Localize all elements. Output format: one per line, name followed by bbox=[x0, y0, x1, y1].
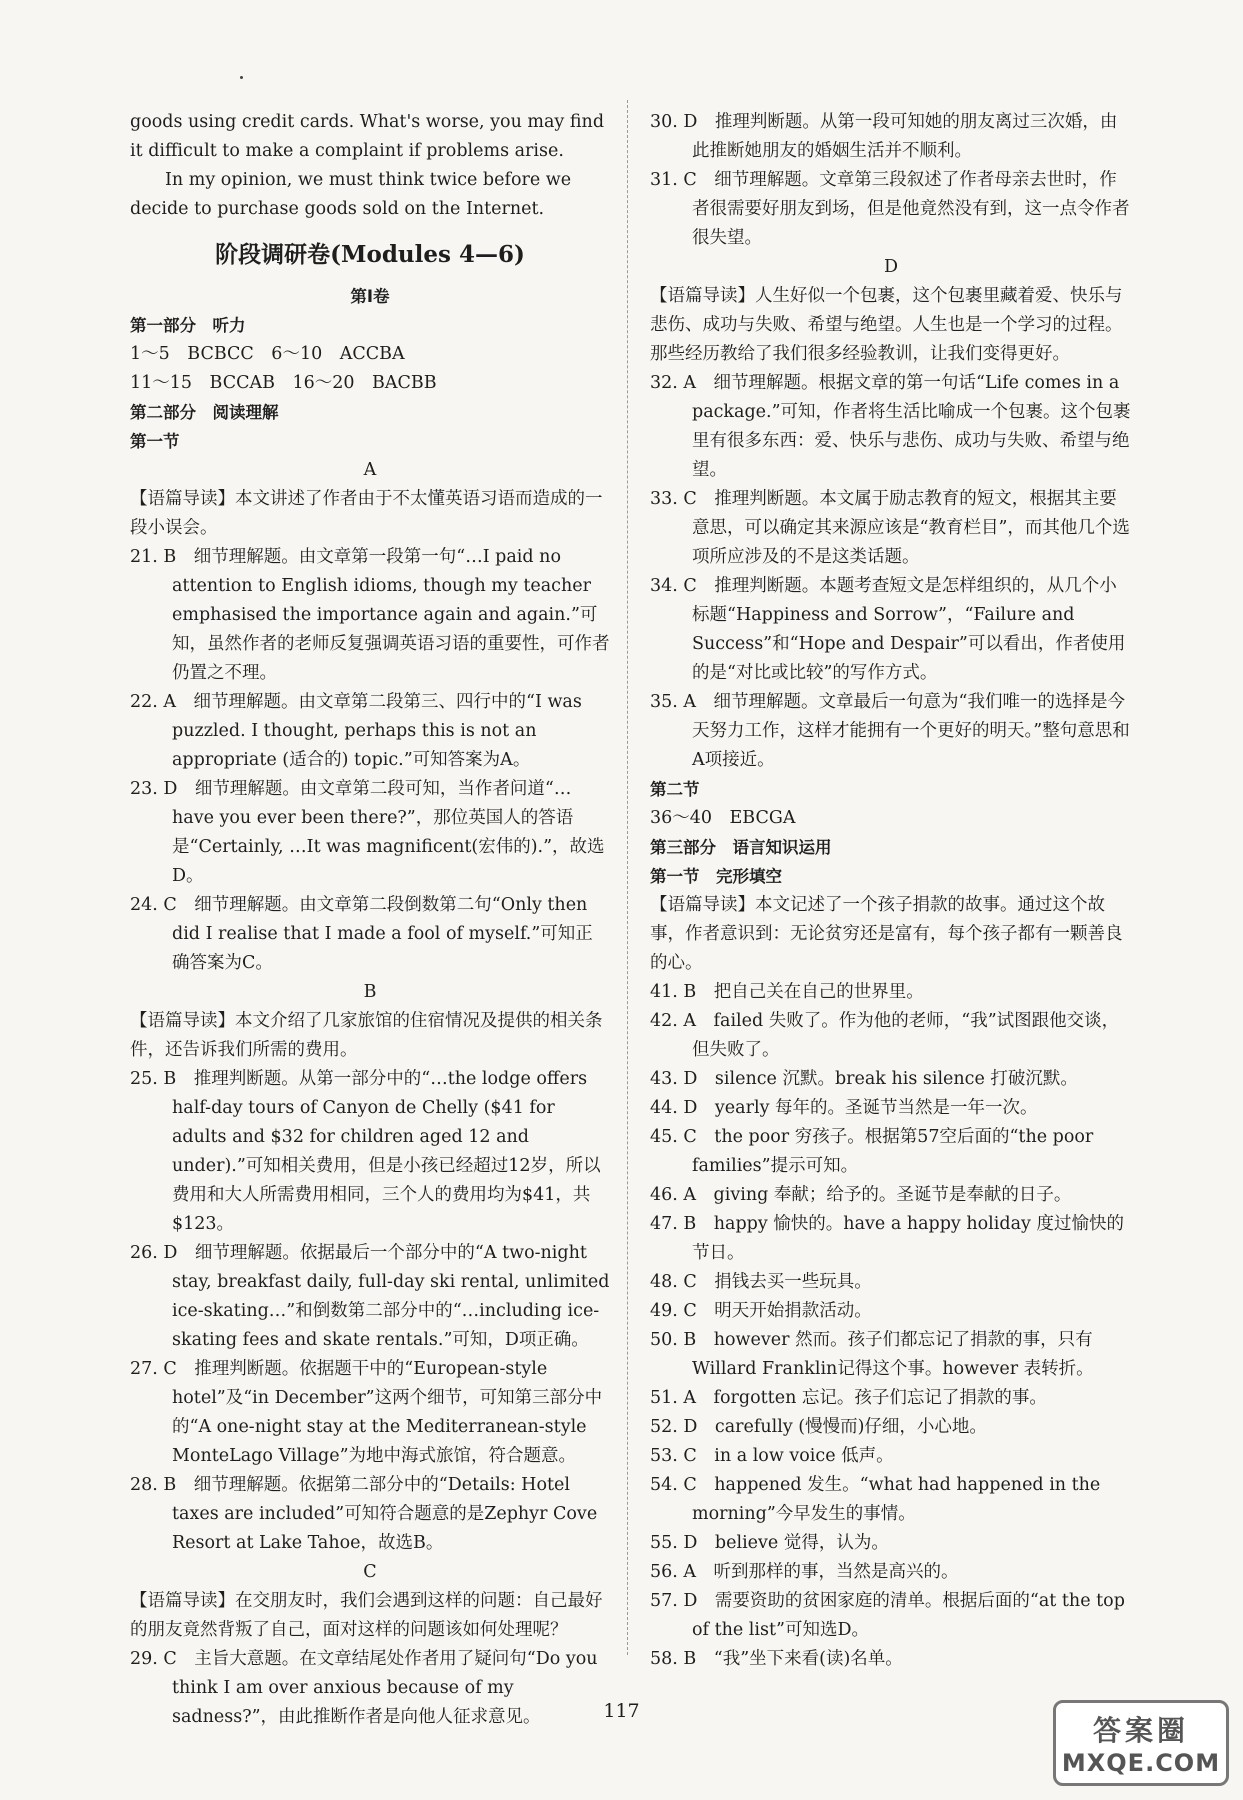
passage-guide: 【语篇导读】人生好似一个包裹，这个包裹里藏着爱、快乐与悲伤、成功与失败、希望与绝望。人生也是一个学习的过程。那些经历教给了我们很多经验教训，让我们变得更好。 bbox=[650, 286, 1123, 364]
answer-item: 56. A 听到那样的事，当然是高兴的。 bbox=[650, 1562, 959, 1582]
answer-item: 28. B 细节理解题。依据第二部分中的“Details: Hotel taxes are included”可知符合题意的是Zephyr Cove Resort at Lake Tahoe，故选B。 bbox=[130, 1475, 598, 1553]
answer-item: 47. B happy 愉快的。have a happy holiday 度过愉快的节日。 bbox=[650, 1214, 1124, 1263]
answer-item: 30. D 推理判断题。从第一段可知她的朋友离过三次婚，由此推断她朋友的婚姻生活并不顺利。 bbox=[650, 112, 1118, 161]
part-heading: 第一部分 听力 bbox=[130, 316, 246, 335]
answer-line: 36～40 EBCGA bbox=[650, 808, 796, 828]
answer-item: 43. D silence 沉默。break his silence 打破沉默。 bbox=[650, 1069, 1078, 1089]
scan-dot bbox=[240, 76, 243, 79]
answer-item: 42. A failed 失败了。作为他的老师，“我”试图跟他交谈，但失败了。 bbox=[650, 1011, 1120, 1060]
passage-label: A bbox=[363, 460, 377, 480]
passage-label: D bbox=[883, 257, 899, 277]
answer-item: 31. C 细节理解题。文章第三段叙述了作者母亲去世时，作者很需要好朋友到场，但是他竟然没有到，这一点令作者很失望。 bbox=[650, 170, 1130, 248]
passage-guide: 【语篇导读】本文介绍了几家旅馆的住宿情况及提供的相关条件，还告诉我们所需的费用。 bbox=[130, 1011, 603, 1060]
answer-item: 46. A giving 奉献；给予的。圣诞节是奉献的日子。 bbox=[650, 1185, 1072, 1205]
answer-item: 58. B “我”坐下来看(读)名单。 bbox=[650, 1649, 903, 1669]
answer-item: 48. C 捐钱去买一些玩具。 bbox=[650, 1272, 872, 1292]
section-heading: 第二节 bbox=[650, 780, 700, 799]
answer-item: 29. C 主旨大意题。在文章结尾处作者用了疑问句“Do you think I am over anxious because of my sadness?”，由此推断作者是向他人征求意见。 bbox=[130, 1649, 598, 1727]
answer-item: 41. B 把自己关在自己的世界里。 bbox=[650, 982, 924, 1002]
right-column bbox=[650, 108, 1132, 1674]
answer-item: 23. D 细节理解题。由文章第二段可知，当作者问道“…have you ever been there?”，那位英国人的答语是“Certainly, …It was magnificent(宏伟的).”，故选D。 bbox=[130, 779, 605, 886]
column-divider bbox=[627, 100, 628, 1655]
intro-paragraph: In my opinion, we must think twice before we decide to purchase goods sold on the Internet. bbox=[130, 170, 572, 219]
passage-label: B bbox=[363, 982, 377, 1002]
answer-item: 50. B however 然而。孩子们都忘记了捐款的事，只有Willard Franklin记得这个事。however 表转折。 bbox=[650, 1330, 1094, 1379]
answer-item: 32. A 细节理解题。根据文章的第一句话“Life comes in a package.”可知，作者将生活比喻成一个包裹。这个包裹里有很多东西：爱、快乐与悲伤、成功与失败、希望与绝望。 bbox=[650, 373, 1131, 480]
answer-item: 49. C 明天开始捐款活动。 bbox=[650, 1301, 872, 1321]
answer-item: 21. B 细节理解题。由文章第一段第一句“…I paid no attention to English idioms, though my teacher emphasised the importance again and again.”可知，虽然作者的老师反复强调英语习语的重要性，可作者仍置之不理。 bbox=[130, 547, 610, 683]
answer-item: 27. C 推理判断题。依据题干中的“European-style hotel”及“in December”这两个细节，可知第三部分中的“A one-night stay at the Mediterranean-style MonteLago Village”为地中海式旅馆，符合题意。 bbox=[130, 1359, 603, 1466]
passage-guide: 【语篇导读】本文讲述了作者由于不太懂英语习语而造成的一段小误会。 bbox=[130, 489, 603, 538]
volume-title: 第Ⅰ卷 bbox=[350, 287, 390, 306]
passage-guide: 【语篇导读】在交朋友时，我们会遇到这样的问题：自己最好的朋友竟然背叛了自己，面对这样的问题该如何处理呢？ bbox=[130, 1591, 603, 1640]
passage-guide: 【语篇导读】本文记述了一个孩子捐款的故事。通过这个故事，作者意识到：无论贫穷还是富有，每个孩子都有一颗善良的心。 bbox=[650, 895, 1123, 973]
section-heading: 第一节 完形填空 bbox=[650, 867, 782, 886]
answer-item: 57. D 需要资助的贫困家庭的清单。根据后面的“at the top of the list”可知选D。 bbox=[650, 1591, 1125, 1640]
answer-item: 25. B 推理判断题。从第一部分中的“…the lodge offers half-day tours of Canyon de Chelly ($41 for adults and $32 for children aged 12 and under).”可知相关费用，但是小孩已经超过12岁，所以费用和大人所需费用相同，三个人的费用均为$41，共$123。 bbox=[130, 1069, 601, 1234]
answer-item: 45. C the poor 穷孩子。根据第57空后面的“the poor families”提示可知。 bbox=[650, 1127, 1094, 1176]
answer-item: 24. C 细节理解题。由文章第二段倒数第二句“Only then did I realise that I made a fool of myself.”可知正确答案为C。 bbox=[130, 895, 593, 973]
passage-label: C bbox=[363, 1562, 377, 1582]
left-column bbox=[130, 108, 610, 1732]
answer-item: 44. D yearly 每年的。圣诞节当然是一年一次。 bbox=[650, 1098, 1038, 1118]
watermark-logo bbox=[1053, 1700, 1229, 1786]
watermark-top: 答案圈 bbox=[1092, 1714, 1189, 1747]
answer-item: 52. D carefully (慢慢而)仔细，小心地。 bbox=[650, 1417, 987, 1437]
answer-line: 11～15 BCCAB 16～20 BACBB bbox=[130, 373, 437, 393]
watermark-bottom: MXQE.COM bbox=[1061, 1749, 1221, 1777]
answer-line: 1～5 BCBCC 6～10 ACCBA bbox=[130, 344, 405, 364]
answer-item: 51. A forgotten 忘记。孩子们忘记了捐款的事。 bbox=[650, 1388, 1047, 1408]
answer-item: 35. A 细节理解题。文章最后一句意为“我们唯一的选择是今天努力工作，这样才能拥有一个更好的明天。”整句意思和A项接近。 bbox=[650, 692, 1130, 770]
part-heading: 第二部分 阅读理解 bbox=[130, 403, 279, 422]
answer-item: 22. A 细节理解题。由文章第二段第三、四行中的“I was puzzled. I thought, perhaps this is not an appropriate (适合的) topic.”可知答案为A。 bbox=[130, 692, 582, 770]
section-heading: 第一节 bbox=[130, 432, 180, 451]
part-heading: 第三部分 语言知识运用 bbox=[650, 838, 832, 857]
intro-paragraph: goods using credit cards. What's worse, you may find it difficult to make a complaint if problems arise. bbox=[130, 112, 605, 161]
answer-item: 26. D 细节理解题。依据最后一个部分中的“A two-night stay, breakfast daily, full-day ski rental, unlimited ice-skating…”和倒数第二部分中的“…including ice-skating fees and skate rentals.”可知，D项正确。 bbox=[130, 1243, 610, 1350]
answer-item: 54. C happened 发生。“what had happened in the morning”今早发生的事情。 bbox=[650, 1475, 1101, 1524]
section-title: 阶段调研卷(Modules 4—6) bbox=[215, 241, 525, 268]
answer-item: 34. C 推理判断题。本题考查短文是怎样组织的，从几个小标题“Happiness and Sorrow”，“Failure and Success”和“Hope and Despair”可以看出，作者使用的是“对比或比较”的写作方式。 bbox=[650, 576, 1126, 683]
answer-item: 53. C in a low voice 低声。 bbox=[650, 1446, 894, 1466]
answer-item: 33. C 推理判断题。本文属于励志教育的短文，根据其主要意思，可以确定其来源应该是“教育栏目”，而其他几个选项所应涉及的不是这类话题。 bbox=[650, 489, 1130, 567]
answer-item: 55. D believe 觉得，认为。 bbox=[650, 1533, 889, 1553]
page-number: 117 bbox=[603, 1700, 640, 1722]
